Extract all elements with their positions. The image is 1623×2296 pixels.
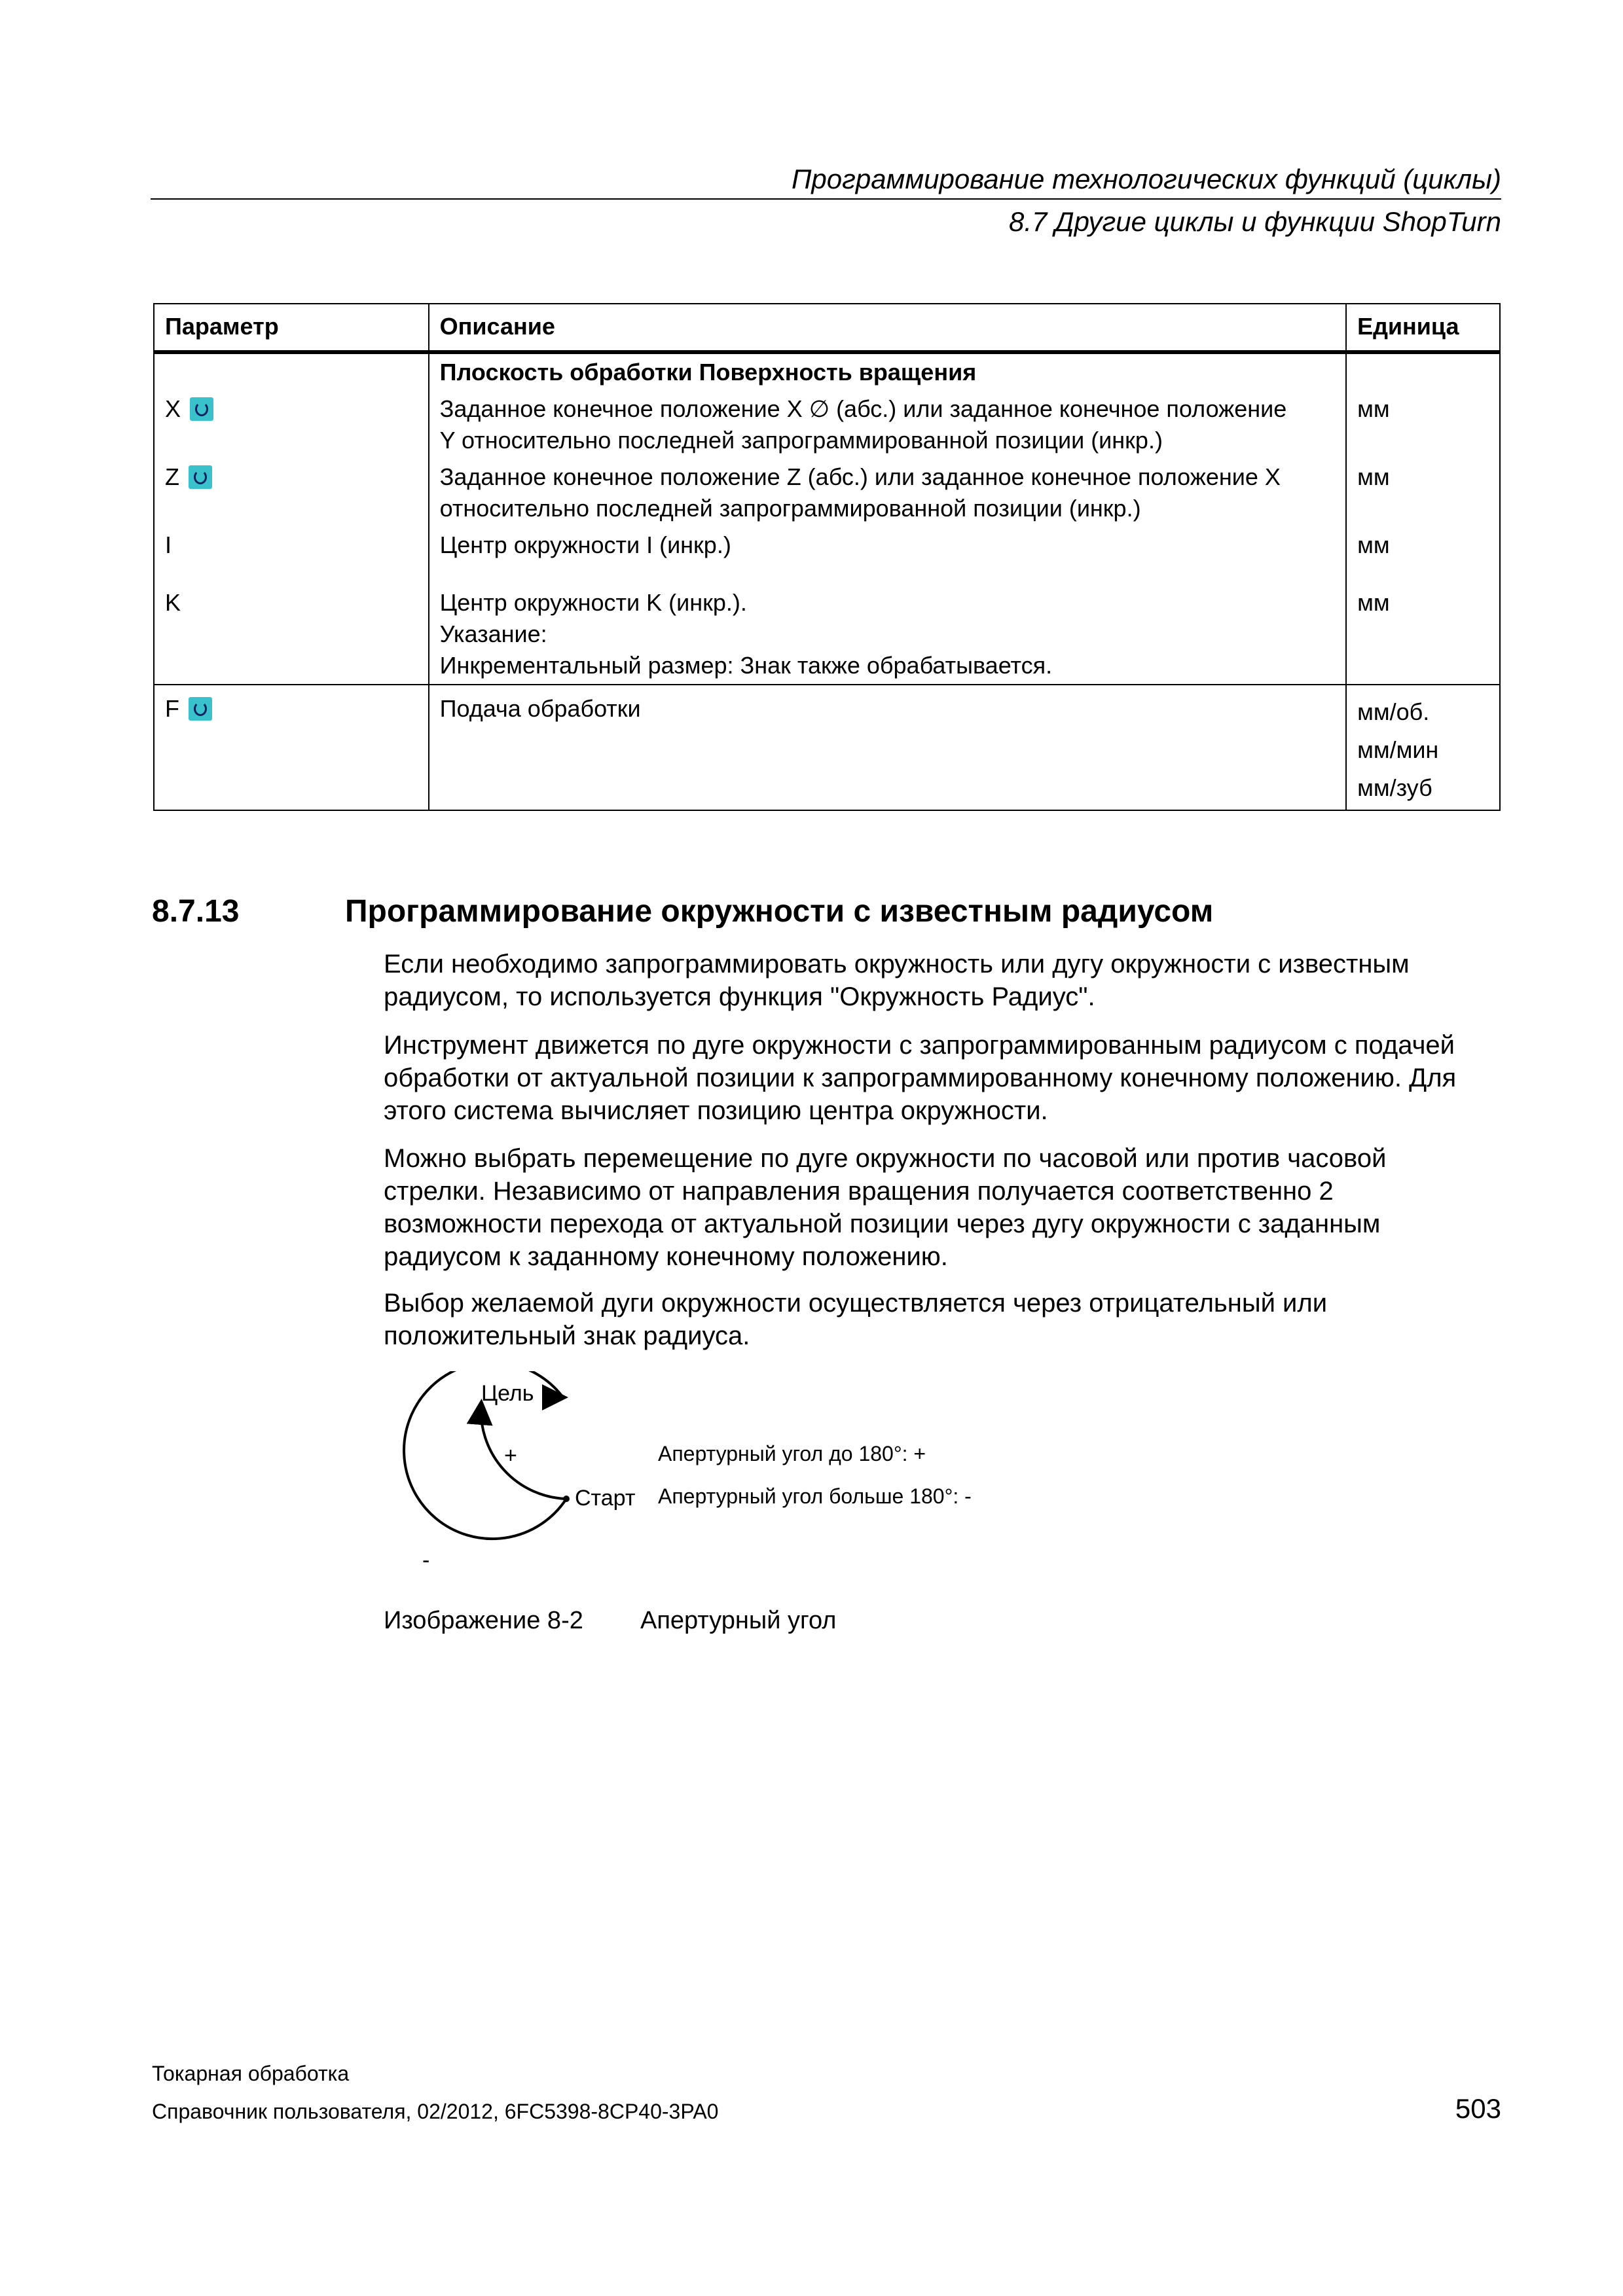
paragraph-line: радиусом к заданному конечному положению.	[384, 1242, 948, 1271]
start-label: Старт	[575, 1486, 636, 1511]
paragraph-line: положительный знак радиуса.	[384, 1321, 750, 1350]
table-row	[154, 391, 1500, 459]
paragraph	[384, 1029, 1510, 1127]
parameter-table	[153, 303, 1501, 811]
header-rule	[151, 198, 1501, 200]
footer-manual-info: Справочник пользователя, 02/2012, 6FC5398-8CP40-3PA0	[152, 2100, 719, 2123]
param-name: F	[165, 695, 179, 722]
table-row	[154, 459, 1500, 527]
param-unit: мм	[1357, 463, 1390, 490]
param-name: K	[154, 584, 429, 685]
toggle-icon	[189, 697, 212, 721]
param-description: Подача обработки	[429, 685, 1346, 810]
param-note-label: Указание:	[439, 620, 547, 647]
minus-sign: -	[422, 1548, 430, 1573]
running-header-chapter: Программирование технологических функций (циклы)	[791, 164, 1501, 194]
param-note-text: Инкрементальный размер: Знак также обрабатывается.	[439, 652, 1053, 679]
footer-book-title: Токарная обработка	[152, 2062, 350, 2085]
plus-arc	[481, 1404, 566, 1499]
aperture-angle-figure	[367, 1371, 1087, 1607]
param-name: Z	[165, 463, 179, 490]
toggle-icon	[190, 397, 213, 421]
paragraph-line: Если необходимо запрограммировать окружность или дугу окружности с известным	[384, 950, 1410, 978]
section-title: Программирование окружности с известным радиусом	[345, 894, 1214, 929]
param-unit: мм/зуб	[1357, 774, 1432, 801]
param-description: Заданное конечное положение X ∅ (абс.) или заданное конечное положение	[439, 395, 1287, 422]
toggle-icon	[189, 465, 212, 489]
paragraph	[384, 1142, 1510, 1273]
page-number: 503	[1455, 2093, 1501, 2124]
legend-plus: Апертурный угол до 180°: +	[658, 1442, 926, 1465]
paragraph-line: Можно выбрать перемещение по дуге окружности по часовой или против часовой	[384, 1144, 1387, 1173]
paragraph	[384, 948, 1510, 1013]
figure-caption-number: Изображение 8-2	[384, 1607, 583, 1634]
paragraph-line: возможности перехода от актуальной позиции через дугу окружности с заданным	[384, 1210, 1381, 1238]
table-row	[154, 685, 1500, 810]
param-name: X	[165, 395, 181, 422]
start-point	[563, 1496, 570, 1502]
plus-sign: +	[504, 1443, 517, 1468]
param-unit: мм/об.	[1357, 698, 1430, 725]
paragraph-line: Инструмент движется по дуге окружности с запрограммированным радиусом с подачей	[384, 1031, 1455, 1060]
param-description: Y относительно последней запрограммированной позиции (инкр.)	[439, 427, 1163, 454]
table-section-row	[154, 352, 1500, 391]
paragraph-line: радиусом, то используется функция "Окружность Радиус".	[384, 982, 1095, 1011]
table-row	[154, 584, 1500, 685]
param-name: I	[154, 527, 429, 584]
param-description: Центр окружности I (инкр.)	[429, 527, 1346, 584]
column-header-description: Описание	[429, 304, 1346, 352]
paragraph-line: обработки от актуальной позиции к запрограммированному конечному положению. Для	[384, 1064, 1457, 1092]
paragraph-line: стрелки. Независимо от направления вращения получается соответственно 2	[384, 1177, 1334, 1206]
paragraph	[384, 1287, 1510, 1352]
figure-caption-title: Апертурный угол	[640, 1607, 837, 1634]
paragraph-line: Выбор желаемой дуги окружности осуществляется через отрицательный или	[384, 1289, 1328, 1318]
table-header-row	[154, 304, 1500, 352]
param-unit: мм	[1357, 395, 1390, 422]
param-unit: мм	[1357, 531, 1390, 558]
column-header-unit: Единица	[1346, 304, 1500, 352]
target-label: Цель	[481, 1381, 534, 1406]
param-description: Заданное конечное положение Z (абс.) или заданное конечное положение X	[439, 463, 1281, 490]
section-number: 8.7.13	[152, 894, 240, 929]
column-header-parameter: Параметр	[154, 304, 429, 352]
table-row	[154, 527, 1500, 584]
running-header-section: 8.7 Другие циклы и функции ShopTurn	[1008, 206, 1501, 237]
table-section-heading: Плоскость обработки Поверхность вращения	[429, 352, 1346, 391]
param-description: относительно последней запрограммированной позиции (инкр.)	[439, 495, 1141, 522]
legend-minus: Апертурный угол больше 180°: -	[658, 1484, 972, 1508]
paragraph-line: этого система вычисляет позицию центра окружности.	[384, 1096, 1048, 1125]
param-description: Центр окружности K (инкр.).	[439, 589, 747, 616]
param-unit: мм	[1346, 584, 1500, 685]
param-unit: мм/мин	[1357, 736, 1439, 763]
